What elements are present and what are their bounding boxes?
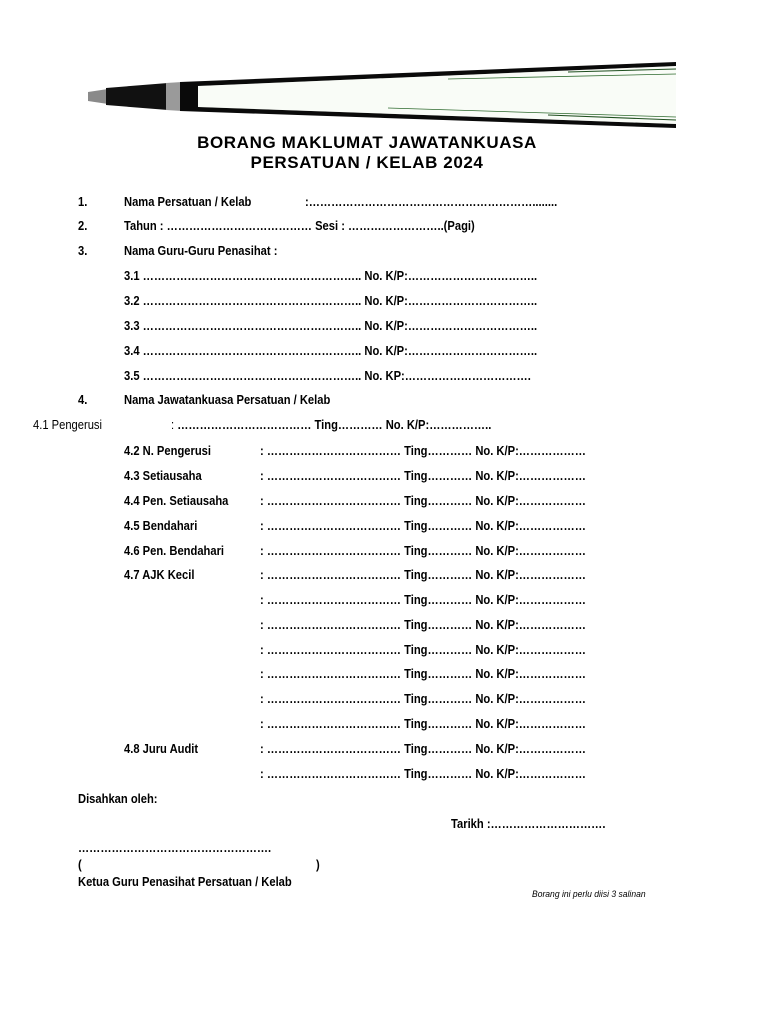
committee-field: : ……………………………… Ting………… No. K/P:……………… xyxy=(260,642,586,657)
committee-field: : ……………………………… Ting………… No. K/P:……………… xyxy=(260,443,586,458)
committee-field: : ……………………………… Ting………… No. K/P:……………… xyxy=(260,592,586,607)
committee-role-label: 4.7 AJK Kecil xyxy=(124,567,195,582)
item4-number: 4. xyxy=(78,392,88,407)
committee-field: : ……………………………… Ting………… No. K/P:……………… xyxy=(260,567,586,582)
copies-note: Borang ini perlu diisi 3 salinan xyxy=(532,889,646,900)
item1-number: 1. xyxy=(78,194,88,209)
committee-role-label: 4.2 N. Pengerusi xyxy=(124,443,211,458)
committee-field: : ……………………………… Ting………… No. K/P:……………… xyxy=(260,518,586,533)
committee-role-label: 4.5 Bendahari xyxy=(124,518,198,533)
club-name-field: :……………………………………………………........ xyxy=(305,194,558,209)
committee-role-label: 4.3 Setiausaha xyxy=(124,468,202,483)
form-title-line1: BORANG MAKLUMAT JAWATANKUASA xyxy=(197,133,537,149)
name-paren-open: ( xyxy=(78,857,82,872)
approved-by-label: Disahkan oleh: xyxy=(78,791,158,806)
committee-field: : ……………………………… Ting………… No. K/P:……………… xyxy=(260,493,586,508)
year-session-field: Tahun : ………………………………… Sesi : ……………………..(Pagi) xyxy=(124,218,475,233)
chair-label: 4.1 Pengerusi xyxy=(33,417,103,432)
item3-label: Nama Guru-Guru Penasihat : xyxy=(124,243,278,258)
header-banner-graphic xyxy=(88,62,676,128)
chair-colon: : xyxy=(171,417,175,432)
committee-field: : ……………………………… Ting………… No. K/P:……………… xyxy=(260,716,586,731)
item1-label: Nama Persatuan / Kelab xyxy=(124,194,252,209)
advisor-row: 3.1 ………………………………………………….. No. K/P:…………………………….. xyxy=(124,268,538,283)
item3-number: 3. xyxy=(78,243,88,258)
item4-label: Nama Jawatankuasa Persatuan / Kelab xyxy=(124,392,331,407)
date-field: Tarikh :…………………………. xyxy=(451,816,606,831)
advisor-row: 3.3 ………………………………………………….. No. K/P:…………………………….. xyxy=(124,318,538,333)
committee-field: : ……………………………… Ting………… No. K/P:……………… xyxy=(260,666,586,681)
committee-field: : ……………………………… Ting………… No. K/P:……………… xyxy=(260,766,586,781)
committee-field: : ……………………………… Ting………… No. K/P:……………… xyxy=(260,617,586,632)
advisor-row: 3.4 ………………………………………………….. No. K/P:…………………………….. xyxy=(124,343,538,358)
committee-role-label: 4.6 Pen. Bendahari xyxy=(124,543,225,558)
signatory-title: Ketua Guru Penasihat Persatuan / Kelab xyxy=(78,874,292,889)
signature-line: ……………………………………………. xyxy=(78,840,272,855)
committee-field: : ……………………………… Ting………… No. K/P:……………… xyxy=(260,691,586,706)
chair-dots: ……………………………… Ting………… No. K/P:…………….. xyxy=(177,417,492,432)
item2-number: 2. xyxy=(78,218,88,233)
chair-field xyxy=(171,417,491,432)
name-paren-close: ) xyxy=(316,857,320,872)
committee-field: : ……………………………… Ting………… No. K/P:……………… xyxy=(260,468,586,483)
advisor-row: 3.5 ………………………………………………….. No. KP:……………………………. xyxy=(124,368,531,383)
committee-role-label: 4.8 Juru Audit xyxy=(124,741,199,756)
committee-field: : ……………………………… Ting………… No. K/P:……………… xyxy=(260,741,586,756)
form-title-line2: PERSATUAN / KELAB 2024 xyxy=(250,153,484,172)
committee-role-label: 4.4 Pen. Setiausaha xyxy=(124,493,229,508)
advisor-row: 3.2 ………………………………………………….. No. K/P:…………………………….. xyxy=(124,293,538,308)
committee-field: : ……………………………… Ting………… No. K/P:……………… xyxy=(260,543,586,558)
